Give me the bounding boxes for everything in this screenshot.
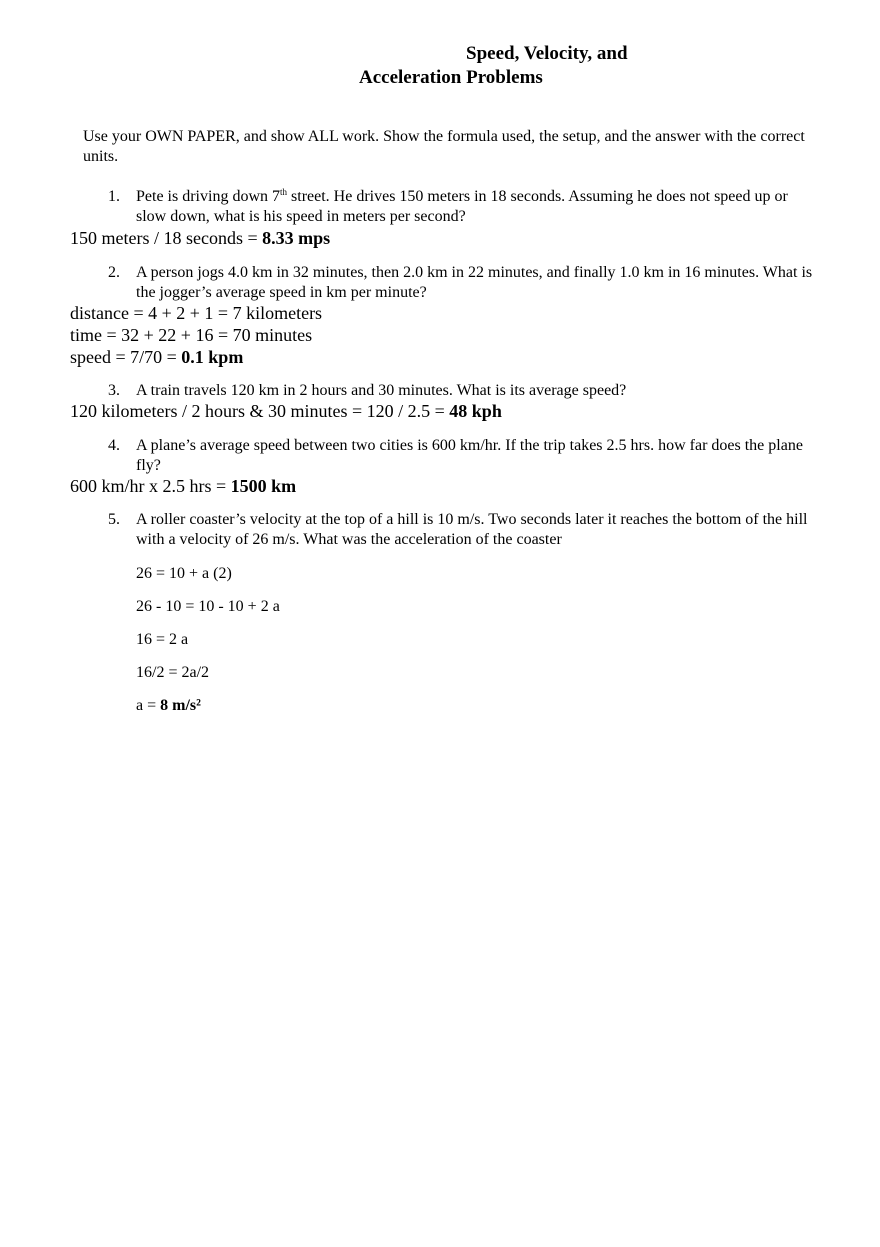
problem-1 [108, 187, 820, 227]
problem-4 [108, 436, 820, 476]
problem-number: 4. [108, 437, 120, 454]
problem-number: 5. [108, 511, 120, 528]
answer-line: 600 km/hr x 2.5 hrs = 1500 km [70, 476, 297, 496]
superscript: th [280, 187, 288, 197]
problem-text: A train travels 120 km in 2 hours and 30 minutes. What is its average speed? [136, 382, 627, 399]
answer-value: 0.1 kpm [181, 347, 244, 367]
answer-line: speed = 7/70 = 0.1 kpm [70, 347, 244, 367]
problem-5 [108, 510, 820, 550]
answer-value: 8.33 mps [262, 228, 331, 248]
answer-line: time = 32 + 22 + 16 = 70 minutes [70, 325, 313, 345]
solution-step: 26 - 10 = 10 - 10 + 2 a [136, 598, 280, 615]
problem-text: A plane’s average speed between two cities is 600 km/hr. If the trip takes 2.5 hrs. how far does the plane fly? [136, 437, 803, 474]
solution-step-final: a = 8 m/s² [136, 697, 201, 714]
problem-number: 1. [108, 188, 120, 205]
solution-step: 26 = 10 + a (2) [136, 565, 232, 582]
answer-line: distance = 4 + 2 + 1 = 7 kilometers [70, 303, 323, 323]
problem-text: Pete is driving down 7th street. He drives 150 meters in 18 seconds. Assuming he does not speed up or slow down, what is his speed in meters per second? [136, 187, 788, 225]
title-line-2: Acceleration Problems [359, 67, 543, 88]
answer-line: 150 meters / 18 seconds = 8.33 mps [70, 228, 331, 248]
problem-2 [108, 263, 820, 303]
answer-value: 1500 km [230, 476, 297, 496]
instructions: Use your OWN PAPER, and show ALL work. Show the formula used, the setup, and the answer with the correct units. [83, 128, 805, 165]
solution-step: 16/2 = 2a/2 [136, 664, 210, 681]
problem-text: A roller coaster’s velocity at the top of a hill is 10 m/s. Two seconds later it reaches the bottom of the hill with a velocity of 26 m/s. What was the acceleration of the coaster [136, 511, 808, 548]
answer-line: 120 kilometers / 2 hours & 30 minutes = 120 / 2.5 = 48 kph [70, 401, 502, 421]
title-line-1: Speed, Velocity, and [466, 43, 628, 64]
problem-number: 2. [108, 264, 120, 281]
answer-value: 8 m/s² [160, 697, 201, 714]
problem-text: A person jogs 4.0 km in 32 minutes, then 2.0 km in 22 minutes, and finally 1.0 km in 16 minutes. What is the jogger’s average speed in km per minute? [136, 264, 813, 301]
answer-value: 48 kph [449, 401, 502, 421]
solution-step: 16 = 2 a [136, 631, 189, 648]
problem-number: 3. [108, 382, 120, 399]
problem-3 [108, 381, 820, 401]
